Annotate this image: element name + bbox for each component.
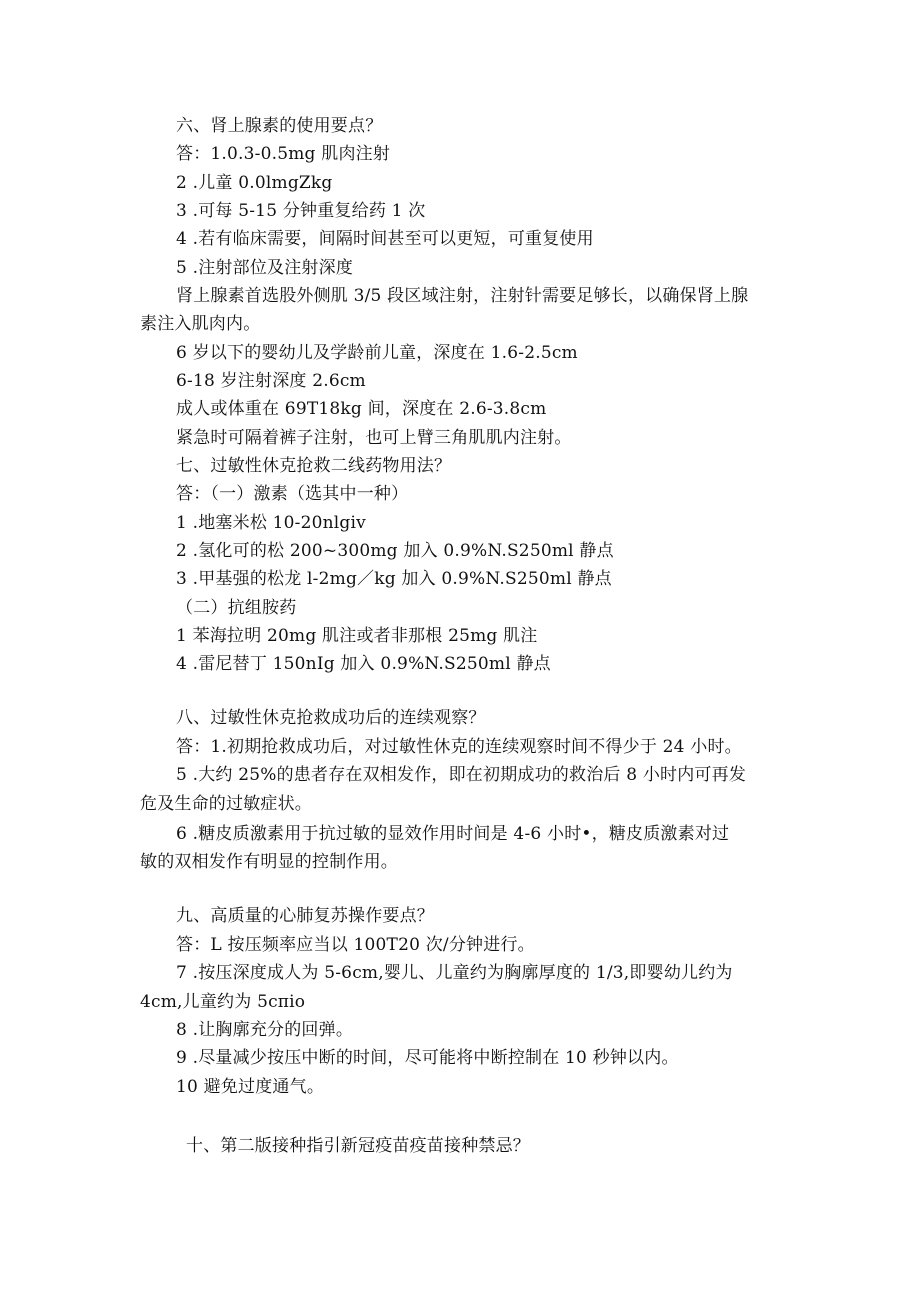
s7-answer-1: 答：（一）激素（选其中一种） xyxy=(176,484,409,504)
section-10-heading: 十、第二版接种指引新冠疫苗疫苗接种禁忌？ xyxy=(186,1136,530,1156)
s6-item-3: 3 .可每 5-15 分钟重复给药 1 次 xyxy=(176,201,426,221)
s9-answer-1: 答：L 按压频率应当以 100T20 次/分钟进行。 xyxy=(176,935,535,955)
s8-item-5b: 危及生命的过敏症状。 xyxy=(140,794,312,814)
s7-subheading-2: （二）抗组胺药 xyxy=(176,598,297,618)
s6-paragraph-1a: 肾上腺素首选股外侧肌 3/5 段区域注射，注射针需要足够长，以确保肾上腺 xyxy=(176,286,749,306)
s9-item-8: 8 .让胸廓充分的回弹。 xyxy=(176,1020,354,1040)
s8-item-5a: 5 .大约 25%的患者存在双相发作，即在初期成功的救治后 8 小时内可再发 xyxy=(176,765,747,785)
s7-item-2: 2 .氢化可的松 200~300mg 加入 0.9%N.S250ml 静点 xyxy=(176,541,614,561)
s6-paragraph-4: 成人或体重在 69T18kg 间，深度在 2.6-3.8cm xyxy=(176,399,547,419)
s9-item-10: 10 避免过度通气。 xyxy=(176,1077,325,1097)
s6-item-5: 5 .注射部位及注射深度 xyxy=(176,258,354,278)
s6-item-2: 2 .儿童 0.0lmgZkg xyxy=(176,173,333,193)
s7-item-3: 3 .甲基强的松龙 l-2mg／kg 加入 0.9%N.S250ml 静点 xyxy=(176,569,612,589)
section-8-heading: 八、过敏性休克抢救成功后的连续观察？ xyxy=(176,708,486,728)
section-6-heading: 六、肾上腺素的使用要点？ xyxy=(176,116,383,136)
s6-paragraph-2: 6 岁以下的婴幼儿及学龄前儿童，深度在 1.6-2.5cm xyxy=(176,343,578,363)
s9-item-7a: 7 .按压深度成人为 5-6cm,婴儿、儿童约为胸廓厚度的 1/3,即婴幼儿约为 xyxy=(176,963,733,983)
s6-item-4: 4 .若有临床需要，间隔时间甚至可以更短，可重复使用 xyxy=(176,229,594,249)
s8-item-6b: 敏的双相发作有明显的控制作用。 xyxy=(140,852,398,872)
s9-item-9: 9 .尽量减少按压中断的时间，尽可能将中断控制在 10 秒钟以内。 xyxy=(176,1048,679,1068)
s7-drug-1: 1 苯海拉明 20mg 肌注或者非那根 25mg 肌注 xyxy=(176,626,538,646)
s7-drug-4: 4 .雷尼替丁 150nIg 加入 0.9%N.S250ml 静点 xyxy=(176,654,551,674)
s9-item-7b: 4cm,儿童约为 5cπio xyxy=(140,992,306,1012)
section-7-heading: 七、过敏性休克抢救二线药物用法？ xyxy=(176,456,452,476)
s6-answer-1: 答：1.0.3-0.5mg 肌肉注射 xyxy=(176,144,391,164)
s7-item-1: 1 .地塞米松 10-20nlgiv xyxy=(176,513,366,533)
section-9-heading: 九、高质量的心肺复苏操作要点？ xyxy=(176,906,434,926)
s6-paragraph-5: 紧急时可隔着裤子注射，也可上臂三角肌肌内注射。 xyxy=(176,428,572,448)
s6-paragraph-3: 6-18 岁注射深度 2.6cm xyxy=(176,371,366,391)
s6-paragraph-1b: 素注入肌肉内。 xyxy=(140,314,261,334)
s8-answer-1: 答：1.初期抢救成功后，对过敏性休克的连续观察时间不得少于 24 小时。 xyxy=(176,737,742,757)
s8-item-6a: 6 .糖皮质激素用于抗过敏的显效作用时间是 4-6 小时•，糖皮质激素对过 xyxy=(176,824,730,844)
